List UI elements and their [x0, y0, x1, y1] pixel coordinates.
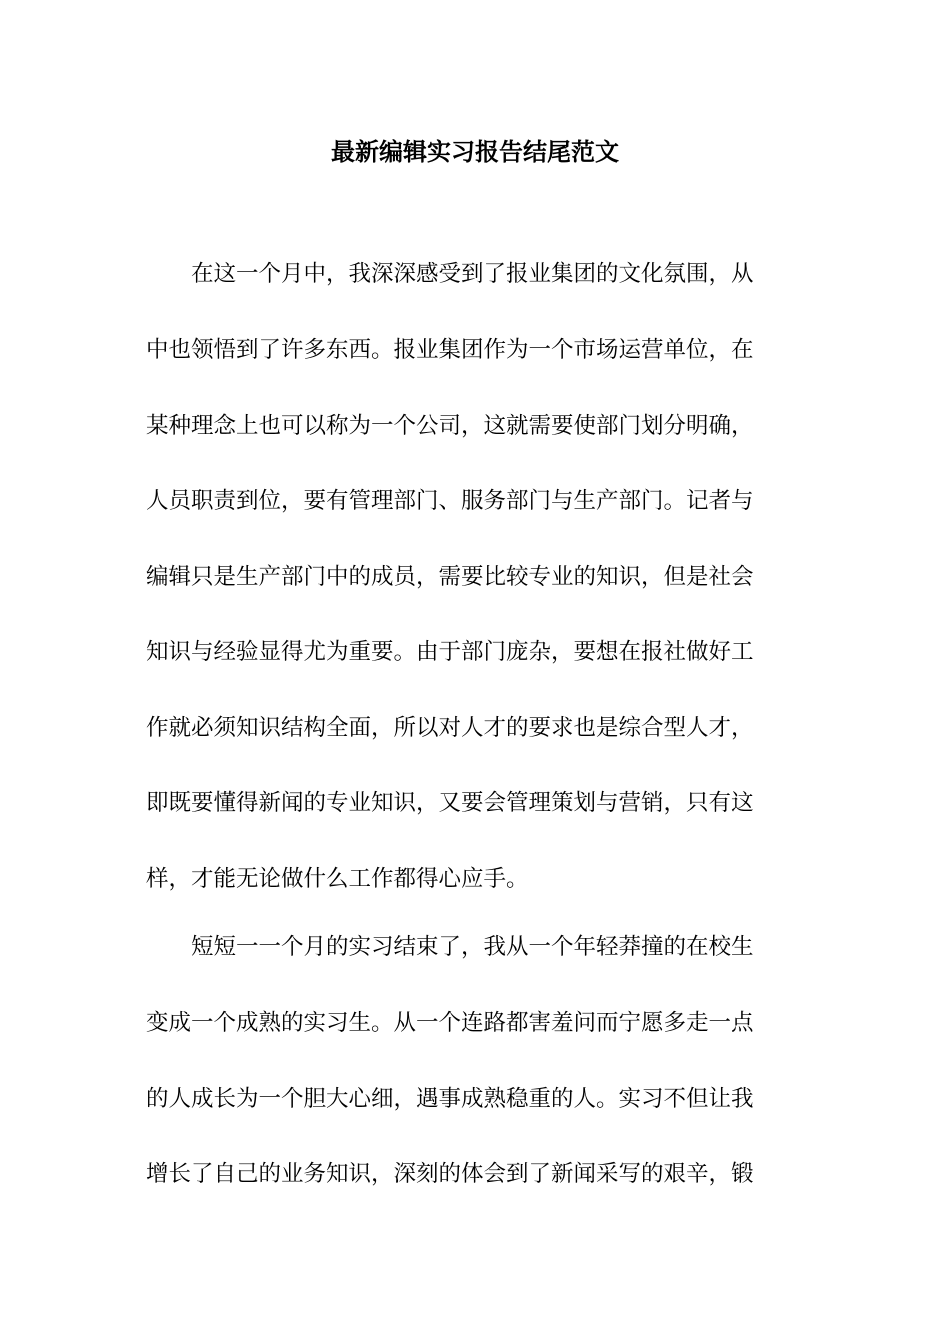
body-line: 知识与经验显得尤为重要。由于部门庞杂，要想在报社做好工 [146, 639, 754, 665]
body-line: 作就必须知识结构全面，所以对人才的要求也是综合型人才， [146, 715, 754, 741]
body-line: 变成一个成熟的实习生。从一个连路都害羞问而宁愿多走一点 [146, 1010, 754, 1036]
body-line: 的人成长为一个胆大心细，遇事成熟稳重的人。实习不但让我 [146, 1086, 754, 1112]
body-line: 增长了自己的业务知识，深刻的体会到了新闻采写的艰辛，锻 [146, 1161, 754, 1187]
body-line: 编辑只是生产部门中的成员，需要比较专业的知识，但是社会 [146, 564, 754, 590]
body-line: 中也领悟到了许多东西。报业集团作为一个市场运营单位，在 [146, 337, 754, 363]
body-line: 样，才能无论做什么工作都得心应手。 [146, 866, 529, 892]
body-line: 某种理念上也可以称为一个公司，这就需要使部门划分明确， [146, 413, 754, 439]
body-line: 人员职责到位，要有管理部门、服务部门与生产部门。记者与 [146, 488, 754, 514]
document-title: 最新编辑实习报告结尾范文 [331, 138, 619, 166]
body-line: 短短一一个月的实习结束了，我从一个年轻莽撞的在校生 [146, 934, 754, 960]
body-line: 即既要懂得新闻的专业知识，又要会管理策划与营销，只有这 [146, 790, 754, 816]
body-line: 在这一个月中，我深深感受到了报业集团的文化氛围，从 [146, 261, 754, 287]
